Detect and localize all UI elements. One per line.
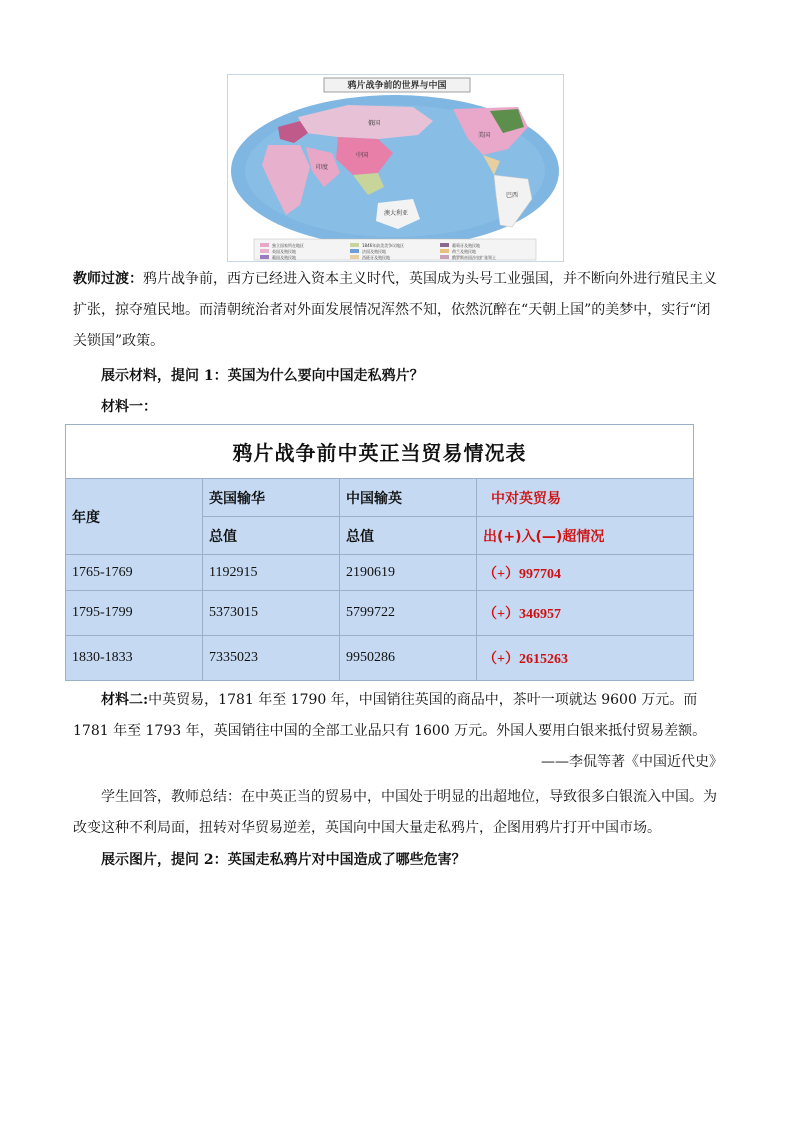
table-row (66, 555, 694, 591)
legend-swatch (440, 249, 449, 253)
row-cn-value: 9950286 (340, 636, 477, 681)
legend-swatch (440, 243, 449, 247)
trade-table-title: 鸦片战争前中英正当贸易情况表 (66, 425, 694, 479)
map-legend (254, 239, 536, 260)
legend-swatch (260, 255, 269, 259)
question-2: 展示图片，提问 2：英国走私鸦片对中国造成了哪些危害？ (101, 852, 466, 868)
row-balance: （+）346957 (477, 591, 694, 636)
legend-label: 独立国家所在地区 (272, 243, 304, 248)
table-row (66, 636, 694, 681)
trade-table (65, 424, 694, 681)
row-year: 1830-1833 (66, 636, 203, 681)
row-uk-value: 5373015 (203, 591, 340, 636)
map-label-brazil: 巴西 (506, 192, 519, 199)
subheader-cn-total: 总值 (340, 517, 477, 555)
material-2-paragraph (73, 685, 723, 747)
row-cn-value: 2190619 (340, 555, 477, 591)
map-label-australia: 澳大利亚 (384, 210, 409, 217)
row-year: 1765-1769 (66, 555, 203, 591)
subheader-uk-total: 总值 (203, 517, 340, 555)
world-map-graphic (228, 75, 563, 261)
map-label-usa: 美国 (478, 132, 491, 139)
row-balance: （+）997704 (477, 555, 694, 591)
row-year: 1795-1799 (66, 591, 203, 636)
legend-label: 葡国及殖民地 (272, 255, 296, 260)
legend-label: 荷兰及殖民地 (452, 249, 476, 254)
legend-swatch (350, 249, 359, 253)
row-cn-value: 5799722 (340, 591, 477, 636)
legend-swatch (440, 255, 449, 259)
material-2-text: 中英贸易，1781 年至 1790 年，中国销往英国的商品中，茶叶一项就达 9600 万元。而 1781 年至 1793 年，英国销往中国的全部工业品只有 1600 万元。外国人要用白银来抵付贸易差额。 (73, 692, 707, 739)
subheader-balance: 出(+)入(—)超情况 (477, 517, 694, 555)
legend-label: 1846年前美美争议地区 (362, 243, 405, 248)
teacher-transition-lead: 教师过渡： (73, 271, 143, 287)
header-uk-export: 英国输华 (203, 479, 340, 517)
header-balance: 中对英贸易 (477, 479, 694, 517)
legend-label: 西班牙及殖民地 (362, 255, 390, 260)
legend-swatch (260, 249, 269, 253)
teacher-transition-paragraph (73, 264, 723, 357)
legend-label: 法国及殖民地 (362, 249, 386, 254)
map-title: 鸦片战争前的世界与中国 (347, 81, 447, 91)
teacher-transition-text: 鸦片战争前，西方已经进入资本主义时代，英国成为头号工业强国，并不断向外进行殖民主义扩张，掠夺殖民地。而清朝统治者对外面发展情况浑然不知，依然沉醉在“天朝上国”的美梦中，实行“闭关锁国”政策。 (73, 271, 717, 349)
header-cn-export: 中国输英 (340, 479, 477, 517)
source-citation: ——李侃等著《中国近代史》 (541, 754, 723, 770)
table-row (66, 591, 694, 636)
map-label-china: 中国 (356, 152, 369, 159)
legend-label: 葡萄牙及殖民地 (452, 243, 480, 248)
row-balance: （+）2615263 (477, 636, 694, 681)
material-2-lead: 材料二: (101, 692, 149, 708)
map-label-russia: 俄国 (368, 120, 381, 127)
legend-swatch (350, 255, 359, 259)
map-label-india: 印度 (316, 164, 329, 171)
row-uk-value: 7335023 (203, 636, 340, 681)
legend-label: 英国及殖民地 (272, 249, 296, 254)
world-map-figure (227, 74, 564, 262)
header-year: 年度 (66, 479, 203, 555)
question-1: 展示材料，提问 1：英国为什么要向中国走私鸦片？ (101, 368, 424, 384)
legend-swatch (350, 243, 359, 247)
legend-swatch (260, 243, 269, 247)
legend-label: 俄罗斯帝国沙皇扩张领土 (452, 255, 496, 260)
row-uk-value: 1192915 (203, 555, 340, 591)
teacher-summary-paragraph: 学生回答，教师总结：在中英正当的贸易中，中国处于明显的出超地位，导致很多白银流入中国。为改变这种不利局面，扭转对华贸易逆差，英国向中国大量走私鸦片，企图用鸦片打开中国市场。 (73, 789, 717, 836)
material-1-label: 材料一： (101, 399, 157, 415)
